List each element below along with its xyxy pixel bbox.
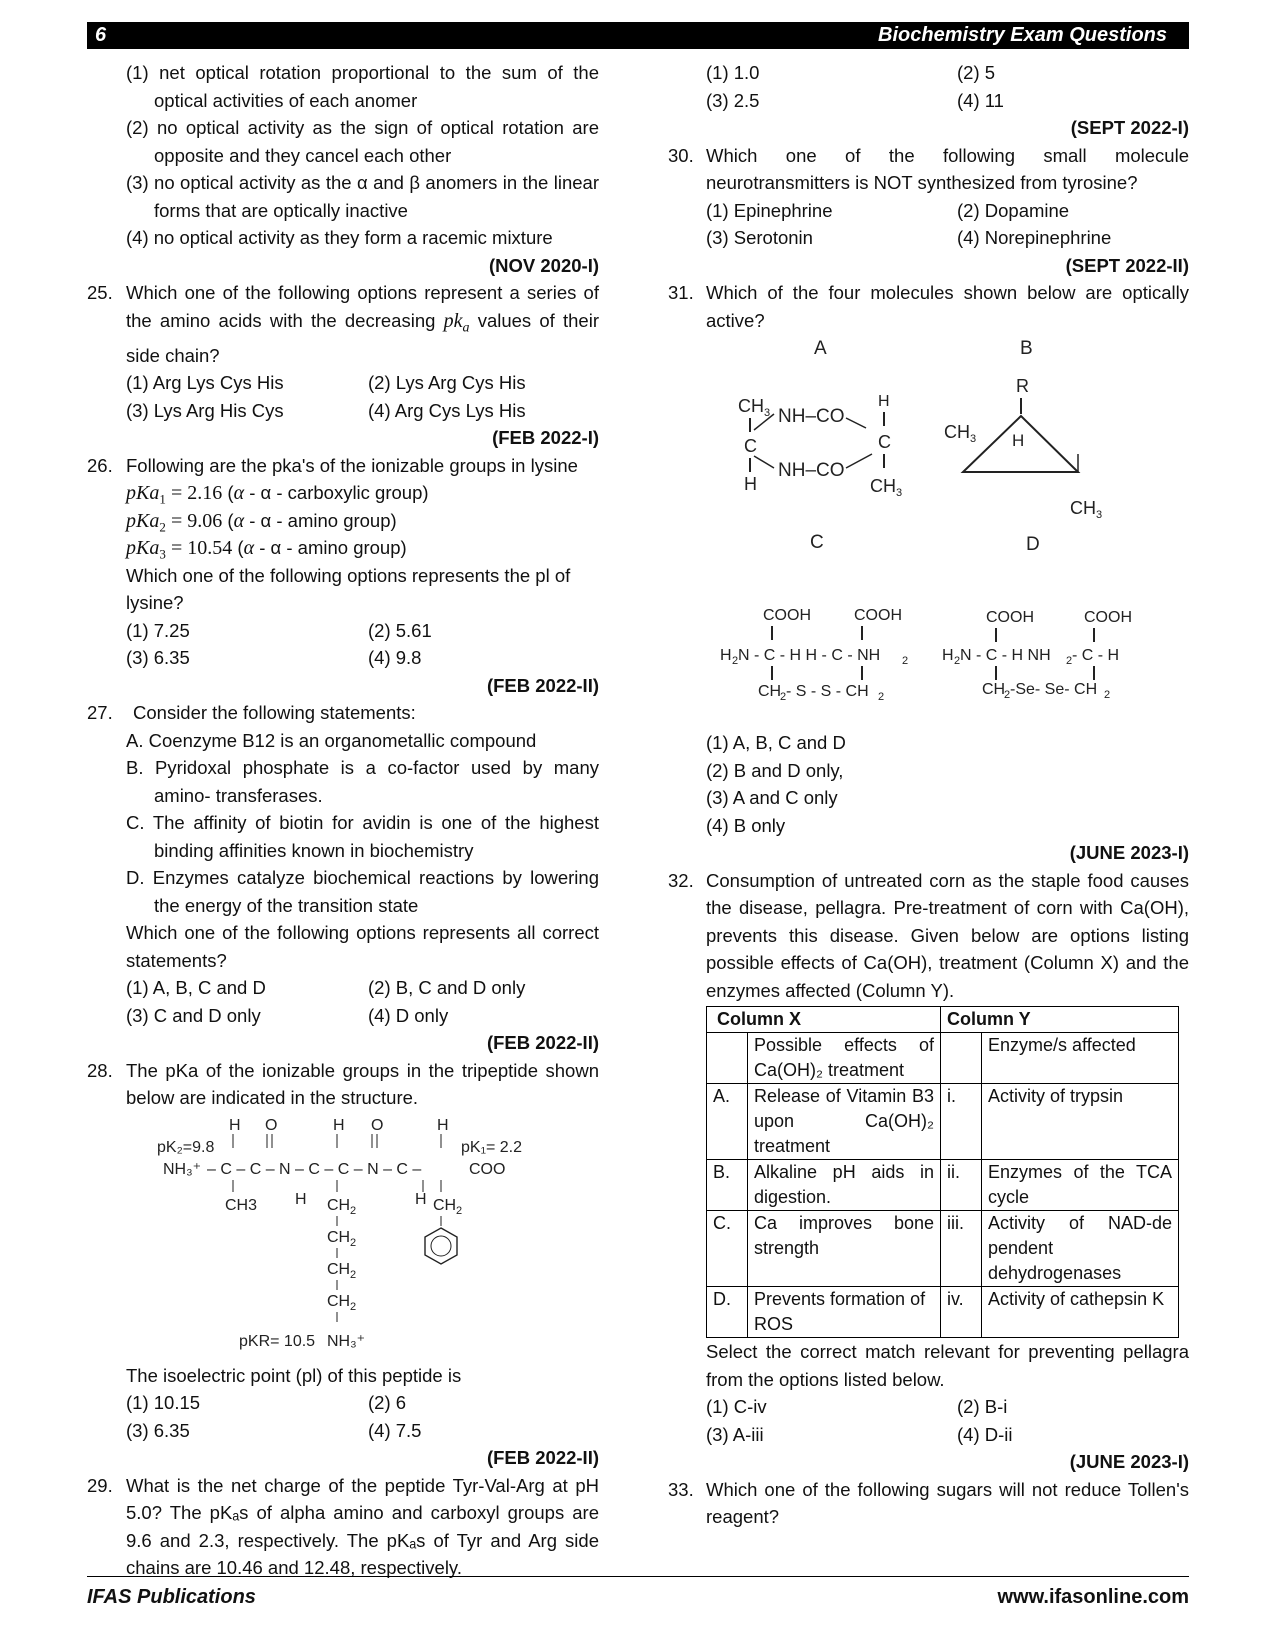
- c-terminus: COO: [469, 1160, 506, 1178]
- table-row: C. Ca improves bone strength iii. Activity of NAD-de pendent dehydrogenases: [707, 1211, 1179, 1287]
- q26-pka-1: pKa$_1$ = 2.16 (α - α - carboxylic group): [126, 482, 429, 507]
- column-x-header: Column X: [707, 1007, 941, 1033]
- svg-text:CH: CH: [1070, 498, 1096, 518]
- pkr-label: pKR= 10.5: [239, 1332, 316, 1350]
- question-30: 30. Which one of the following small molecule neurotransmitters is NOT synthesized from tyrosine? (1) Epinephrine (2) Dopamine (3) Serotonin (4) Norepinephrine: [668, 142, 1189, 252]
- match-table: [706, 1006, 1179, 1338]
- svg-text:C: C: [878, 432, 891, 452]
- left-column: [87, 59, 599, 1582]
- table-row: D. Prevents formation of ROS iv. Activity of cathepsin K: [707, 1287, 1179, 1338]
- q27-question: Which one of the following options represents all correct statements?: [126, 922, 599, 971]
- question-31: 31. Which of the four molecules shown below are optically active? A B CH 3 NH–CO H C C NH–CO H CH 3 R CH 3 H CH 3 C D COOH COOH H 2 N - C - H H - C - NH 2 CH 2 - S - S - CH 2 COOH COOH H 2 N - C - H NH 2 - C - H CH 2 -Se- Se- CH 2 (1) A, B, C and D (2) B and D only, (3) A and C only (4) B only: [668, 279, 1189, 839]
- q28-options-row-2: (3) 6.35 (4) 7.5: [126, 1419, 422, 1441]
- q25-options-row-1: (1) Arg Lys Cys His (2) Lys Arg Cys His: [126, 372, 526, 394]
- svg-text:O: O: [371, 1116, 384, 1134]
- svg-text:CH: CH: [327, 1292, 351, 1310]
- q26-pka-2: pKa$_2$ = 9.06 (α - α - amino group): [126, 509, 397, 535]
- q32-match-table-wrap: [668, 1006, 1189, 1338]
- q25-source-tag: (NOV 2020-I): [488, 254, 599, 276]
- enzymes-affected-header: Enzyme/s affected: [982, 1033, 1179, 1084]
- question-32: 32. Consumption of untreated corn as the staple food causes the disease, pellagra. Pre-treatment of corn with Ca(OH), prevents this disease. Given below are options listing possible effects of Ca(OH), treatment (Column X) and the enzymes affected (Column Y). Column X Column Y Possible effects of Ca(OH)₂ treatment Enzyme/s affected A. Release of Vitamin B3 upon Ca(OH)₂ treatment i. Activity of trypsin B. Alkaline pH aids in digestion. ii. Enzymes of the TCA cycle C. Ca improves bone strength iii. Activity of NAD-de pendent dehydrogenases D. Prevents formation of ROS iv. Activity of cathepsin K Select the correct match relevant for preventing pellagra from the options listed below. (1) C-iv (2) B-i (3) A-iii (4) D-ii: [668, 867, 1189, 1449]
- question-27: 27. Consider the following statements: A. Coenzyme B12 is an organometallic compound B. Pyridoxal phosphate is a co-factor used by many amino- transferases. C. The affinity of biotin for avidin is one of the highest binding affinities known in biochemistry D. Enzymes catalyze biochemical reactions by lowering the energy of the transition state Which one of the following options represents all correct statements? (1) A, B, C and D (2) B, C and D only (3) C and D only (4) D only: [87, 699, 599, 1029]
- q32-source-tag: (JUNE 2023-I): [1069, 842, 1189, 863]
- q24-option-1: (1) net optical rotation proportional to the sum of the optical activities of each anomer: [126, 62, 600, 111]
- svg-text:C: C: [744, 436, 757, 456]
- right-column: [668, 59, 1189, 1531]
- q31-options: [668, 729, 1189, 839]
- q33-source-tag: (JUNE 2023-I): [1069, 1451, 1189, 1472]
- question-33: 33. Which one of the following sugars will not reduce Tollen's reagent?: [668, 1476, 1189, 1531]
- svg-text:NH–CO: NH–CO: [778, 460, 845, 481]
- q28-source-tag: (FEB 2022-II): [486, 1032, 599, 1054]
- page-footer: [87, 1576, 1189, 1608]
- q29-text: What is the net charge of the peptide Tyr-Val-Arg at pH 5.0? The pKₐs of alpha amino and carboxyl groups are 9.6 and 2.3, respectively. The pKₐs of Tyr and Arg side chains are 10.46 and 12.48, respectively.: [126, 1474, 599, 1579]
- svg-text:CH: CH: [944, 422, 970, 442]
- molecule-c-label: C: [810, 532, 824, 553]
- svg-text:2: 2: [456, 1204, 463, 1217]
- q32-options-row-1: (1) C-iv (2) B-i: [706, 1396, 1008, 1417]
- q27-statement-b: B. Pyridoxal phosphate is a co-factor used by many amino- transferases.: [126, 757, 599, 806]
- svg-text:COOH: COOH: [854, 607, 902, 624]
- website-link[interactable]: www.ifasonline.com: [997, 1586, 1189, 1608]
- svg-text:2: 2: [350, 1268, 357, 1281]
- question-26: 26. Following are the pka's of the ionizable groups in lysine pKa$_1$ = 2.16 (α - α - carboxylic group) pKa$_2$ = 9.06 (α - α - amino group) pKa$_3$ = 10.54 (α - α - amino group) Which one of the following options represents the pl of lysine? (1) 7.25 (2) 5.61 (3) 6.35 (4) 9.8: [87, 452, 599, 672]
- svg-text:3: 3: [896, 487, 903, 499]
- svg-text:N - C - H H - C - NH: N - C - H H - C - NH: [738, 647, 881, 664]
- svg-text:3: 3: [970, 433, 977, 445]
- svg-text:3: 3: [1096, 509, 1103, 521]
- page-number: 6: [95, 24, 107, 46]
- page-header: [87, 22, 1189, 49]
- svg-text:CH: CH: [327, 1228, 351, 1246]
- svg-text:H: H: [942, 647, 954, 664]
- q27-statement-c: C. The affinity of biotin for avidin is one of the highest binding affinities known in biochemistry: [126, 812, 599, 861]
- pk2-label: pK₂=9.8: [157, 1138, 215, 1156]
- molecule-c: [720, 607, 908, 703]
- q33-text: Which one of the following sugars will not reduce Tollen's reagent?: [706, 1478, 1189, 1527]
- svg-text:R: R: [1016, 376, 1029, 396]
- svg-text:H: H: [1012, 431, 1025, 450]
- svg-text:2: 2: [1104, 689, 1111, 701]
- svg-text:COOH: COOH: [763, 607, 811, 624]
- svg-text:COOH: COOH: [986, 609, 1034, 626]
- q27-options-row-2: (3) C and D only (4) D only: [126, 1004, 449, 1026]
- svg-text:CH: CH: [870, 476, 896, 496]
- molecule-b-label: B: [1020, 338, 1033, 359]
- svg-text:H: H: [437, 1116, 449, 1134]
- svg-text:2: 2: [350, 1236, 357, 1249]
- table-row: A. Release of Vitamin B3 upon Ca(OH)₂ treatment i. Activity of trypsin: [707, 1084, 1179, 1160]
- q25-options-row-2: (3) Lys Arg His Cys (4) Arg Cys Lys His: [126, 399, 526, 421]
- publisher-name: IFAS Publications: [87, 1586, 256, 1608]
- q32-options-row-2: (3) A-iii (4) D-ii: [706, 1423, 1013, 1445]
- q27-statement-a: A. Coenzyme B12 is an organometallic compound: [126, 729, 537, 751]
- q24-options: [87, 59, 599, 252]
- n-terminus: NH₃⁺: [163, 1160, 202, 1178]
- q26-pka-3: pKa$_3$ = 10.54 (α - α - amino group): [126, 537, 407, 562]
- question-25: 25. Which one of the following options represent a series of the amino acids with the decreasing $pk_a$ values of their side chain? (1) Arg Lys Cys His (2) Lys Arg Cys His (3) Lys Arg His Cys (4) Arg Cys Lys His: [87, 279, 599, 424]
- svg-text:H: H: [720, 647, 732, 664]
- svg-text:2: 2: [902, 655, 909, 667]
- q28-question: The isoelectric point (pl) of this peptide is: [126, 1364, 462, 1386]
- tripeptide-structure: [87, 1112, 599, 1362]
- q28-text: The pKa of the ionizable groups in the tripeptide shown below are indicated in the structure.: [126, 1059, 599, 1109]
- q25-text: Which one of the following options represent a series of the amino acids with the decreasing $pk_a$ values of their side chain?: [126, 282, 599, 366]
- pk1-label: pK₁= 2.2: [461, 1138, 522, 1156]
- q32-question: Select the correct match relevant for preventing pellagra from the options listed below.: [706, 1341, 1189, 1390]
- q28-options-row-1: (1) 10.15 (2) 6: [126, 1392, 407, 1414]
- column-y-header: Column Y: [941, 1007, 1179, 1033]
- q24-option-4: (4) no optical activity as they form a racemic mixture: [126, 227, 553, 248]
- possible-effects-header: Possible effects of Ca(OH)₂ treatment: [748, 1033, 941, 1084]
- q27-statements: [87, 727, 599, 920]
- svg-text:2: 2: [350, 1204, 357, 1217]
- svg-text:H: H: [878, 393, 890, 410]
- q31-option-4: (4) B only: [706, 814, 786, 836]
- q26-question: Which one of the following options represents the pl of lysine?: [126, 564, 571, 614]
- q29-options-row-2: (3) 2.5 (4) 11: [706, 89, 1004, 111]
- svg-text:- C - H: - C - H: [1072, 647, 1120, 664]
- svg-text:CH: CH: [758, 683, 782, 700]
- svg-text:H: H: [333, 1116, 345, 1134]
- svg-text:CH: CH: [327, 1196, 351, 1214]
- header-title: Biochemistry Exam Questions: [878, 24, 1167, 46]
- q26-source-tag: (FEB 2022-I): [492, 427, 599, 449]
- q29-options-row-1: (1) 1.0 (2) 5: [706, 62, 996, 83]
- q31-source-tag: (SEPT 2022-II): [1065, 254, 1189, 276]
- q31-option-1: (1) A, B, C and D: [706, 732, 846, 753]
- svg-text:2: 2: [350, 1300, 357, 1313]
- table-row: B. Alkaline pH aids in digestion. ii. Enzymes of the TCA cycle: [707, 1160, 1179, 1211]
- svg-text:NH–CO: NH–CO: [778, 406, 845, 427]
- svg-text:-Se- Se- CH: -Se- Se- CH: [1010, 681, 1098, 698]
- question-28: 28. The pKa of the ionizable groups in the tripeptide shown below are indicated in the structure. H O H O H pK₂=9.8 pK₁= 2.2 NH₃⁺ – C – C – N – C – C – N – C – COO CH3 H CH 2 H CH 2 CH 2 CH 2 CH 2 pKR= 10.5 NH₃⁺ The isoelectric point (pl) of this peptide is (1) 10.15 (2) 6 (3) 6.35 (4) 7.5: [87, 1057, 599, 1445]
- q31-option-3: (3) A and C only: [706, 787, 838, 808]
- question-29: 29. What is the net charge of the peptide Tyr-Val-Arg at pH 5.0? The pKₐs of alpha amino and carboxyl groups are 9.6 and 2.3, respectively. The pKₐs of Tyr and Arg side chains are 10.46 and 12.48, respectively.: [87, 1472, 599, 1582]
- svg-text:H: H: [229, 1116, 241, 1134]
- q30-options-row-2: (3) Serotonin (4) Norepinephrine: [706, 227, 1112, 248]
- q26-options-row-2: (3) 6.35 (4) 9.8: [126, 647, 422, 669]
- q31-molecules-figure: [668, 334, 1189, 729]
- q31-option-2: (2) B and D only,: [706, 759, 844, 781]
- svg-text:3: 3: [764, 407, 771, 419]
- q32-text: Consumption of untreated corn as the staple food causes the disease, pellagra. Pre-treatment of corn with Ca(OH), prevents this disease. Given below are options listing possible effects of Ca(OH), treatment (Column X) and the enzymes affected (Column Y).: [706, 869, 1189, 1001]
- svg-text:CH: CH: [982, 681, 1006, 698]
- svg-text:2: 2: [954, 655, 961, 667]
- svg-text:CH: CH: [738, 396, 764, 416]
- svg-text:CH: CH: [327, 1260, 351, 1278]
- svg-text:2: 2: [1066, 655, 1073, 667]
- side-chain-amine: NH₃⁺: [327, 1332, 366, 1350]
- molecule-b: [944, 376, 1102, 521]
- svg-text:2: 2: [1004, 689, 1011, 701]
- q30-text: Which one of the following small molecule neurotransmitters is NOT synthesized from tyrosine?: [706, 144, 1189, 193]
- q30-source-tag: (SEPT 2022-I): [1070, 117, 1189, 138]
- svg-text:H: H: [415, 1190, 427, 1208]
- q24-option-2: (2) no optical activity as the sign of optical rotation are opposite and they cancel each other: [126, 117, 599, 166]
- svg-text:2: 2: [780, 691, 787, 703]
- q26-text: Following are the pka's of the ionizable groups in lysine: [126, 454, 578, 476]
- svg-text:- S - S - CH: - S - S - CH: [786, 683, 869, 700]
- molecule-a-label: A: [814, 338, 827, 359]
- q27-options-row-1: (1) A, B, C and D (2) B, C and D only: [126, 977, 526, 999]
- molecule-d-label: D: [1026, 534, 1040, 555]
- q26-options-row-1: (1) 7.25 (2) 5.61: [126, 619, 432, 641]
- svg-text:– C – C – N – C – C: – C – C – N – C – C – N – C –: [207, 1160, 422, 1178]
- molecule-d: [942, 609, 1132, 701]
- q31-text: Which of the four molecules shown below are optically active?: [706, 282, 1189, 331]
- svg-text:N - C - H NH: N - C - H NH: [960, 647, 1051, 664]
- q30-options-row-1: (1) Epinephrine (2) Dopamine: [706, 199, 1070, 221]
- q29-source-tag: (FEB 2022-II): [486, 1447, 599, 1469]
- q27-text: Consider the following statements:: [133, 702, 416, 724]
- svg-text:H: H: [744, 474, 757, 494]
- q24-option-3: (3) no optical activity as the α and β anomers in the linear forms that are optically inactive: [126, 172, 600, 221]
- svg-text:H: H: [295, 1190, 307, 1208]
- molecule-a: [738, 393, 902, 499]
- svg-text:2: 2: [878, 691, 885, 703]
- svg-text:CH: CH: [433, 1196, 457, 1214]
- svg-text:CH3: CH3: [225, 1196, 258, 1214]
- svg-text:COOH: COOH: [1084, 609, 1132, 626]
- svg-text:O: O: [265, 1116, 278, 1134]
- svg-text:2: 2: [732, 655, 739, 667]
- q27-statement-d: D. Enzymes catalyze biochemical reactions by lowering the energy of the transition state: [126, 867, 599, 916]
- q27-source-tag: (FEB 2022-II): [486, 674, 599, 696]
